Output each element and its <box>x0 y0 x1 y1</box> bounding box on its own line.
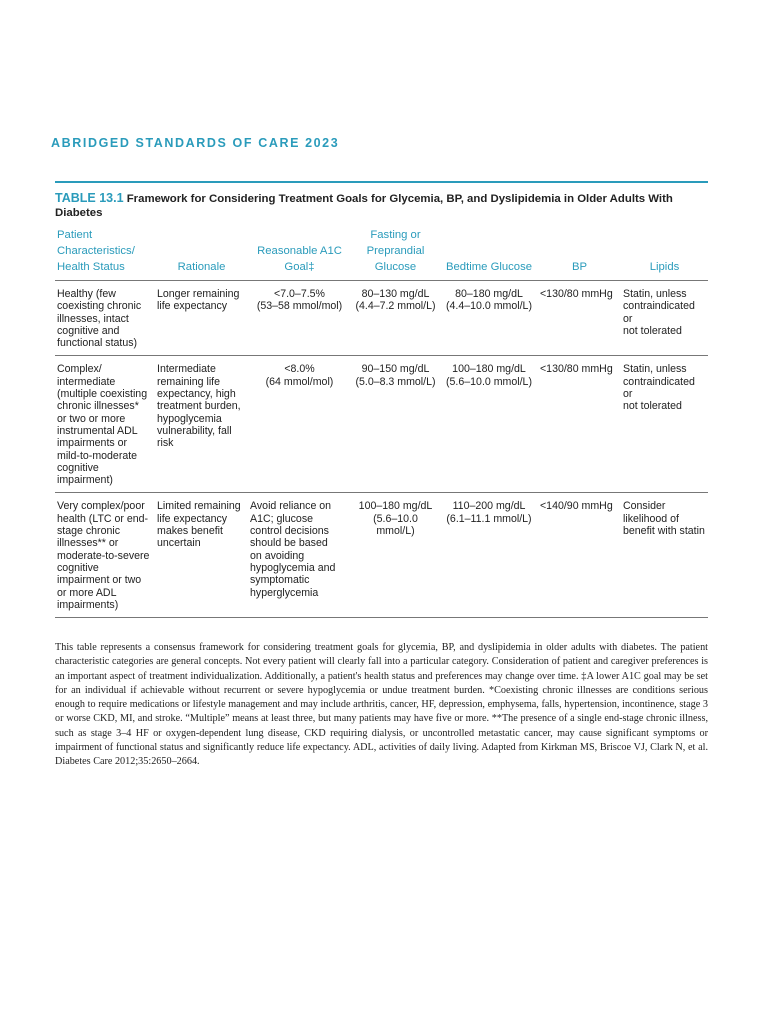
table-cell-bp <box>538 493 621 618</box>
cell-line: Limited remaining <box>157 500 241 513</box>
table-cell-fasting-glucose <box>351 493 440 618</box>
table-cell-a1c-goal <box>248 281 351 356</box>
cell-line: <7.0–7.5% <box>274 288 325 300</box>
cell-line: Fasting or <box>370 229 421 241</box>
cell-line: intermediate <box>57 375 116 388</box>
cell-line: contraindicated or <box>623 300 695 325</box>
cell-line: Patient <box>57 229 93 241</box>
cell-line: (multiple coexisting <box>57 388 148 401</box>
cell-line: Intermediate <box>157 363 216 376</box>
cell-line: <130/80 mmHg <box>540 363 613 376</box>
cell-line: instrumental ADL <box>57 424 138 437</box>
cell-line: should be based <box>250 537 328 550</box>
cell-line: (4.4–10.0 mmol/L) <box>446 300 532 313</box>
cell-line: (5.6–10.0 mmol/L) <box>373 512 418 538</box>
cell-line: Reasonable A1C <box>257 245 342 257</box>
cell-line: Very complex/poor <box>57 500 145 513</box>
table-cell-fasting-glucose <box>351 281 440 356</box>
cell-line: 80–130 mg/dL <box>361 288 430 300</box>
table-cell-rationale <box>155 493 248 618</box>
cell-line: treatment burden, <box>157 400 241 413</box>
cell-line: Consider <box>623 500 666 513</box>
cell-line: impairments or <box>57 437 128 450</box>
cell-line: Goal‡ <box>284 261 315 273</box>
col-fasting-glucose <box>351 225 440 281</box>
cell-line: uncertain <box>157 537 201 550</box>
cell-line: Complex/ <box>57 363 102 376</box>
cell-line: 90–150 mg/dL <box>361 363 430 376</box>
col-rationale <box>155 225 248 281</box>
cell-line: health (LTC or end- <box>57 512 149 525</box>
cell-line: mild-to-moderate <box>57 449 138 462</box>
cell-line: impairments) <box>57 598 119 611</box>
col-patient-characteristics <box>55 225 155 281</box>
cell-line: vulnerability, fall <box>157 424 232 437</box>
col-lipids <box>621 225 708 281</box>
cell-line: 80–180 mg/dL <box>455 288 523 300</box>
cell-line: 100–180 mg/dL <box>358 500 433 513</box>
cell-line: or two or more <box>57 412 126 425</box>
cell-line: coexisting chronic <box>57 300 142 313</box>
cell-line: contraindicated or <box>623 375 695 401</box>
table-cell-lipids <box>621 281 708 356</box>
page-header: ABRIDGED STANDARDS OF CARE 2023 <box>51 136 340 150</box>
table-container <box>55 181 708 618</box>
cell-line: BP <box>571 261 588 273</box>
table-label: TABLE 13.1 <box>55 191 124 205</box>
table-cell-rationale <box>155 356 248 493</box>
table-cell-bedtime-glucose <box>440 493 538 618</box>
cell-line: (5.6–10.0 mmol/L) <box>446 375 532 388</box>
cell-line: control decisions <box>250 525 329 538</box>
cell-line: impairment or two <box>57 574 142 587</box>
cell-line: stage chronic <box>57 525 121 538</box>
table-cell-patient-characteristics <box>55 356 155 493</box>
cell-line: (4.4–7.2 mmol/L) <box>355 300 436 313</box>
cell-line: chronic illnesses* <box>57 400 139 413</box>
cell-line: Healthy (few <box>57 288 116 300</box>
cell-line: Statin, unless <box>623 363 687 376</box>
cell-line: (5.0–8.3 mmol/L) <box>355 375 436 388</box>
cell-line: Glucose <box>374 261 417 273</box>
cell-line: impairment) <box>57 474 113 487</box>
table-title: Framework for Considering Treatment Goals for Glycemia, BP, and Dyslipidemia in Older Adults With Diabetes <box>55 193 673 219</box>
treatment-goals-table <box>55 225 708 618</box>
cell-line: <8.0% <box>284 363 315 376</box>
cell-line: Preprandial <box>366 245 425 257</box>
cell-line: moderate-to-severe <box>57 549 150 562</box>
table-cell-bp <box>538 356 621 493</box>
cell-line: expectancy, high <box>157 388 236 401</box>
col-bedtime-glucose <box>440 225 538 281</box>
table-cell-bp <box>538 281 621 356</box>
cell-line: Bedtime Glucose <box>445 261 533 273</box>
cell-line: illnesses** or <box>57 537 119 550</box>
table-cell-a1c-goal <box>248 356 351 493</box>
cell-line: cognitive and <box>57 324 120 337</box>
cell-line: hypoglycemia and <box>250 561 336 574</box>
cell-line: hypoglycemia <box>157 412 222 425</box>
cell-line: makes benefit <box>157 525 223 538</box>
cell-line: cognitive <box>57 461 99 474</box>
table-cell-a1c-goal <box>248 493 351 618</box>
table-header-row <box>55 225 708 281</box>
cell-line: on avoiding <box>250 549 305 562</box>
table-cell-lipids <box>621 493 708 618</box>
cell-line: hyperglycemia <box>250 586 319 599</box>
table-row <box>55 493 708 618</box>
table-cell-lipids <box>621 356 708 493</box>
table-footnote: This table represents a consensus framework for considering treatment goals for glycemia, BP, and dyslipidemia in older adults with diabetes. The patient characteristic categories are general concepts. Not every patient will clearly fall into a particular category. Consideration of patient and caregiver preferences is an important aspect of treatment individualization. Additionally, a patient's health status and preferences may change over time. ‡A lower A1C goal may be set for an individual if achievable without recurrent or severe hypoglycemia or undue treatment burden. *Coexisting chronic illnesses are conditions serious enough to require medications or lifestyle management and may include arthritis, cancer, HF, depression, emphysema, falls, hypertension, incontinence, stage 3 or worse CKD, MI, and stroke. “Multiple” means at least three, but many patients may have five or more. **The presence of a single end-stage chronic illness, such as stage 3–4 HF or oxygen-dependent lung disease, CKD requiring dialysis, or uncontrolled metastatic cancer, may cause significant symptoms or impairment of functional status and significantly reduce life expectancy. ADL, activities of daily living. Adapted from Kirkman MS, Briscoe VJ, Clark N, et al. Diabetes Care 2012;35:2650–2664. <box>55 642 708 768</box>
cell-line: likelihood of <box>623 512 679 525</box>
cell-line: not tolerated <box>623 324 682 337</box>
cell-line: Longer remaining <box>157 288 240 300</box>
cell-line: Characteristics/ <box>57 245 135 257</box>
cell-line: <140/90 mmHg <box>540 500 613 513</box>
cell-line: symptomatic <box>250 574 310 587</box>
cell-line: remaining life <box>157 375 221 388</box>
table-cell-patient-characteristics <box>55 281 155 356</box>
cell-line: (6.1–11.1 mmol/L) <box>446 512 532 525</box>
table-row <box>55 356 708 493</box>
table-cell-rationale <box>155 281 248 356</box>
cell-line: life expectancy <box>157 512 228 525</box>
cell-line: risk <box>157 437 174 450</box>
cell-line: benefit with statin <box>623 525 705 538</box>
cell-line: Rationale <box>177 261 226 273</box>
table-body <box>55 281 708 618</box>
cell-line: A1C; glucose <box>250 512 314 525</box>
cell-line: Statin, unless <box>623 288 687 300</box>
table-row <box>55 281 708 356</box>
col-bp <box>538 225 621 281</box>
table-cell-bedtime-glucose <box>440 356 538 493</box>
table-cell-fasting-glucose <box>351 356 440 493</box>
cell-line: functional status) <box>57 337 138 350</box>
cell-line: not tolerated <box>623 400 682 413</box>
cell-line: (53–58 mmol/mol) <box>256 300 343 313</box>
cell-line: illnesses, intact <box>57 312 129 325</box>
table-cell-patient-characteristics <box>55 493 155 618</box>
col-a1c-goal <box>248 225 351 281</box>
cell-line: cognitive <box>57 561 99 574</box>
cell-line: 110–200 mg/dL <box>452 500 526 513</box>
cell-line: life expectancy <box>157 300 228 313</box>
cell-line: <130/80 mmHg <box>540 288 613 300</box>
cell-line: Health Status <box>57 261 125 273</box>
table-caption <box>55 183 708 220</box>
cell-line: 100–180 mg/dL <box>452 363 526 376</box>
cell-line: or more ADL <box>57 586 117 599</box>
cell-line: Lipids <box>649 261 680 273</box>
cell-line: (64 mmol/mol) <box>265 375 334 388</box>
table-cell-bedtime-glucose <box>440 281 538 356</box>
cell-line: Avoid reliance on <box>250 500 332 513</box>
